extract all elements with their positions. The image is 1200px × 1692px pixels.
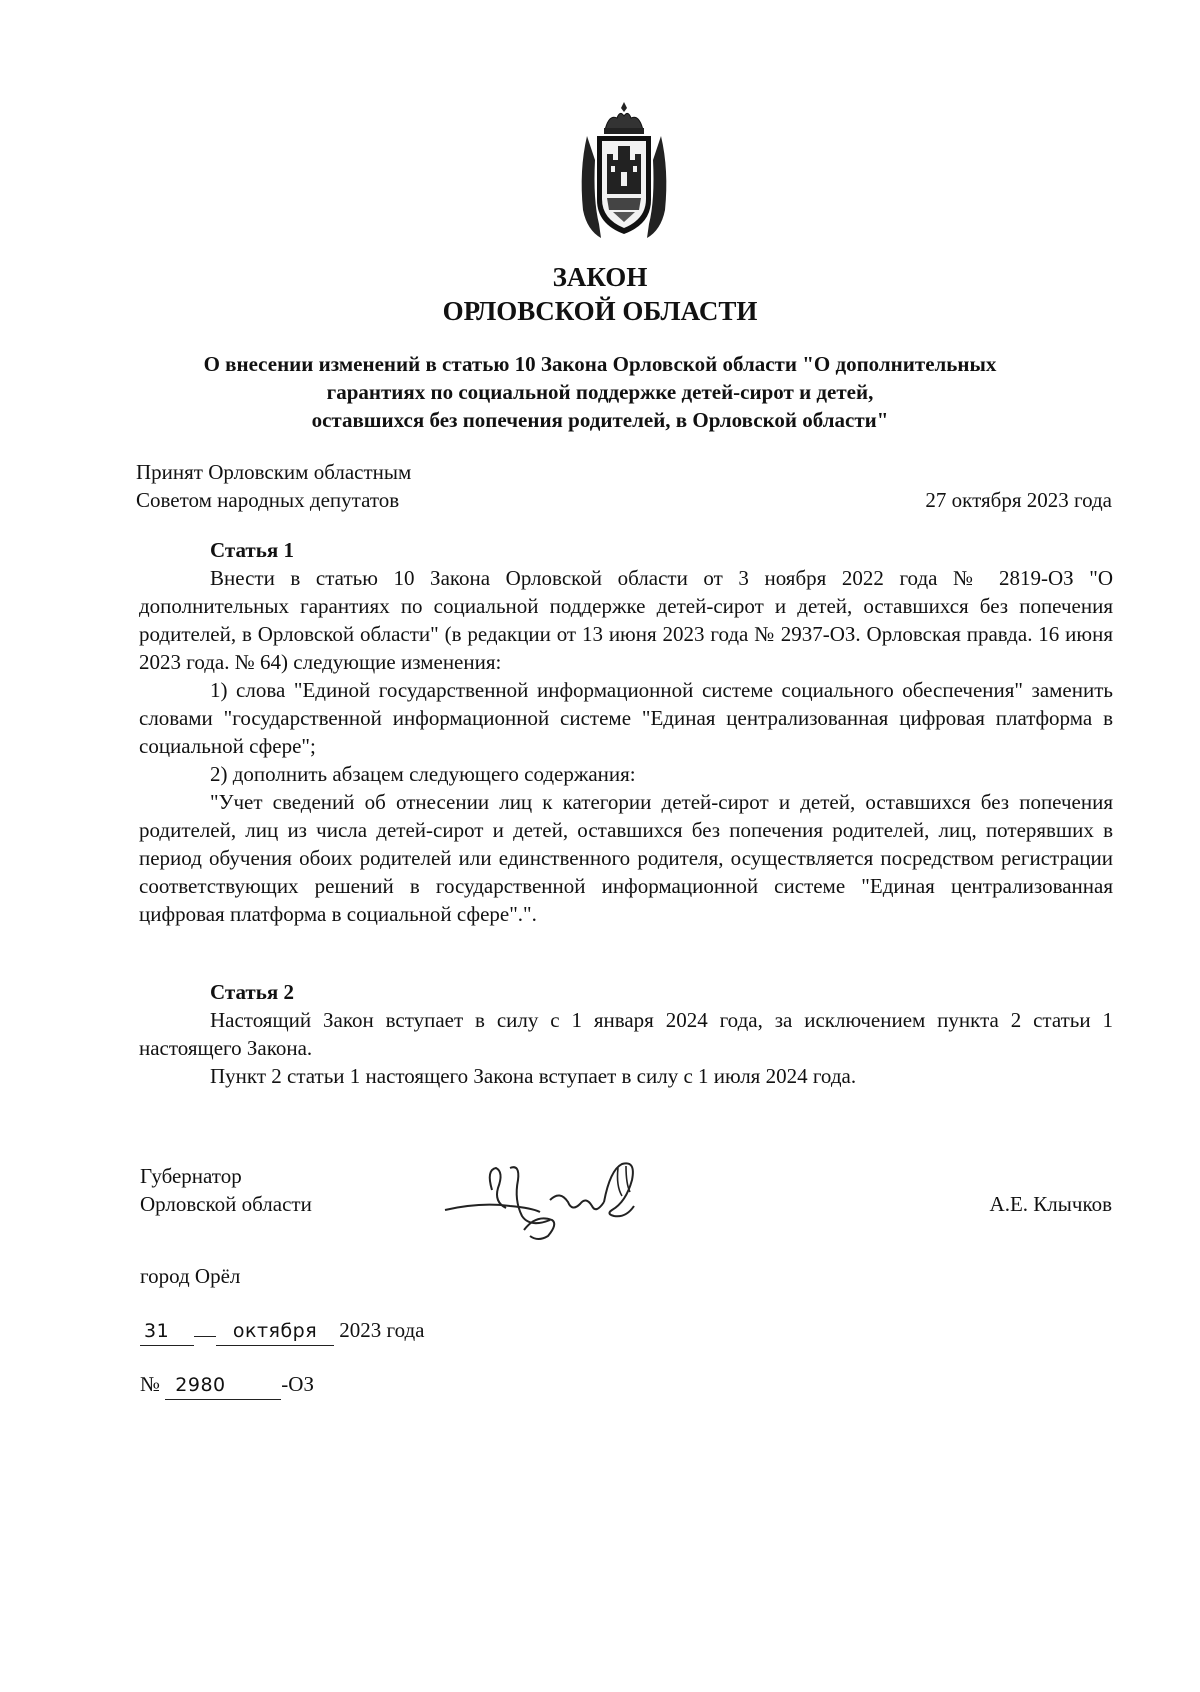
law-number-value: 2980: [165, 1371, 281, 1400]
signing-day: 31: [140, 1317, 194, 1346]
law-number: [140, 1370, 314, 1400]
coat-of-arms-icon: [571, 100, 677, 242]
signatory-title: [140, 1162, 312, 1218]
city-name: город Орёл: [140, 1264, 241, 1288]
number-prefix: №: [140, 1372, 161, 1396]
signing-year: 2023 года: [339, 1318, 425, 1342]
signatory-title-line1: Губернатор: [140, 1164, 242, 1188]
article-2: [139, 978, 1113, 1090]
subtitle-line: гарантиях по социальной поддержке детей-сирот и детей,: [326, 380, 874, 404]
signatory-title-line2: Орловской области: [140, 1192, 312, 1216]
law-title-line1: ЗАКОН: [552, 262, 648, 292]
law-title-line2: ОРЛОВСКОЙ ОБЛАСТИ: [442, 296, 758, 326]
article-paragraph: 1) слова "Единой государственной информационной системе социального обеспечения" заменить словами "государственной информационной системе "Единая централизованная цифровая платформа в социальной сфере";: [139, 678, 1113, 758]
subtitle-line: оставшихся без попечения родителей, в Орловской области": [311, 408, 889, 432]
article-heading: Статья 2: [210, 980, 294, 1004]
article-1: [139, 536, 1113, 928]
signing-month: октября: [216, 1317, 334, 1346]
law-subtitle: [140, 350, 1060, 434]
article-paragraph: Настоящий Закон вступает в силу с 1 января 2024 года, за исключением пункта 2 статьи 1 настоящего Закона.: [139, 1008, 1113, 1060]
adopted-by-line1: Принят Орловским областным: [136, 460, 412, 484]
adopted-by-line2: Советом народных депутатов: [136, 488, 400, 512]
date-underline: [194, 1336, 216, 1337]
article-heading: Статья 1: [210, 538, 294, 562]
article-paragraph: Пункт 2 статьи 1 настоящего Закона вступает в силу с 1 июля 2024 года.: [210, 1064, 857, 1088]
adoption-block: [136, 458, 1112, 514]
signing-date: [140, 1316, 425, 1346]
number-suffix: -ОЗ: [281, 1372, 314, 1396]
article-paragraph: Внести в статью 10 Закона Орловской области от 3 ноября 2022 года № 2819-ОЗ "О дополнительных гарантиях по социальной поддержке детей-сирот и детей, оставшихся без попечения родителей, в Орловской области" (в редакции от 13 июня 2023 года № 2937-ОЗ. Орловская правда. 16 июня 2023 года. № 64) следующие изменения:: [139, 566, 1113, 674]
adoption-date: 27 октября 2023 года: [925, 488, 1112, 512]
article-paragraph: 2) дополнить абзацем следующего содержания:: [210, 762, 636, 786]
subtitle-line: О внесении изменений в статью 10 Закона Орловской области "О дополнительных: [203, 352, 997, 376]
handwritten-signature: [440, 1150, 660, 1250]
article-paragraph: "Учет сведений об отнесении лиц к категории детей-сирот и детей, оставшихся без попечения родителей, лиц из числа детей-сирот и детей, оставшихся без попечения родителей, лиц, потерявших в период обучения обоих родителей или единственного родителя, осуществляется посредством регистрации соответствующих решений в государственной информационной системе "Единая централизованная цифровая платформа в социальной сфере".".: [139, 790, 1113, 926]
signatory-name: А.Е. Клычков: [989, 1192, 1112, 1216]
